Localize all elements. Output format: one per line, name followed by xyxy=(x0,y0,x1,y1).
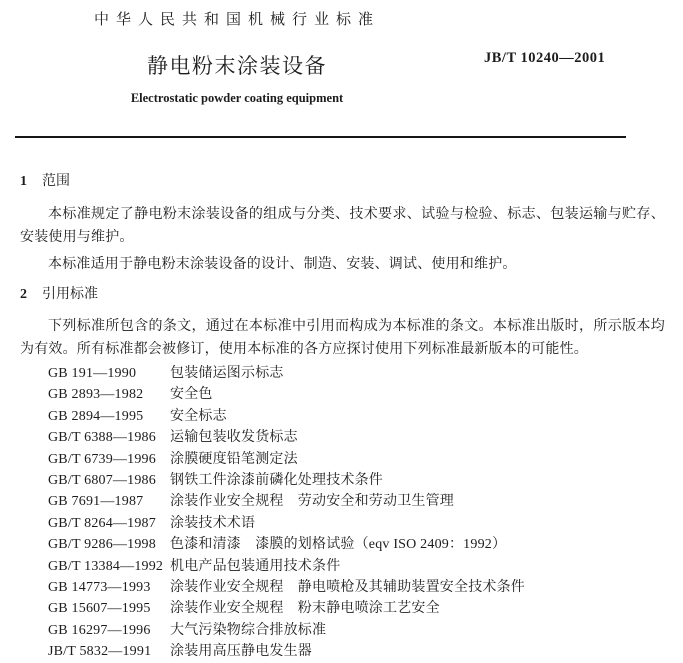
standard-title: 运输包装收发货标志 xyxy=(170,430,298,446)
standard-title: 涂装作业安全规程 粉末静电喷涂工艺安全 xyxy=(170,601,440,617)
referenced-standards-list xyxy=(48,363,665,663)
document-header xyxy=(0,0,683,148)
list-item xyxy=(48,427,665,448)
standard-title: 涂装用高压静电发生器 xyxy=(170,644,312,660)
standard-title: 安全标志 xyxy=(170,408,227,424)
list-item xyxy=(48,513,665,534)
standard-code: JB/T 5832—1991 xyxy=(48,644,152,660)
section-heading-references xyxy=(20,283,665,305)
document-title-cn: 静电粉末涂装设备 xyxy=(147,54,327,78)
standard-code: GB/T 6807—1986 xyxy=(48,473,156,489)
document-body xyxy=(0,170,683,663)
list-item xyxy=(48,620,665,641)
list-item xyxy=(48,363,665,384)
section-title: 引用标准 xyxy=(42,285,98,301)
list-item xyxy=(48,556,665,577)
standard-code: GB 15607—1995 xyxy=(48,601,151,617)
document-title-en: Electrostatic powder coating equipment xyxy=(130,91,344,105)
standard-code: GB 191—1990 xyxy=(48,366,137,381)
standard-title: 色漆和清漆 漆膜的划格试验（eqv ISO 2409：1992） xyxy=(170,537,507,553)
list-item xyxy=(48,406,665,427)
standard-code: GB 2894—1995 xyxy=(48,408,144,424)
standard-number: JB/T 10240—2001 xyxy=(484,50,606,66)
standard-title: 涂装作业安全规程 静电喷枪及其辅助装置安全技术条件 xyxy=(170,580,525,596)
standard-title: 包装储运图示标志 xyxy=(170,366,284,381)
list-item xyxy=(48,577,665,598)
list-item xyxy=(48,534,665,555)
list-item xyxy=(48,449,665,470)
standard-code: GB 14773—1993 xyxy=(48,580,151,596)
standard-code: GB/T 9286—1998 xyxy=(48,537,156,553)
standard-code: GB/T 8264—1987 xyxy=(48,515,156,531)
standard-code: GB 16297—1996 xyxy=(48,622,151,638)
list-item xyxy=(48,470,665,491)
standard-type-title: 中华人民共和国机械行业标准 xyxy=(93,12,380,28)
standard-title: 涂装作业安全规程 劳动安全和劳动卫生管理 xyxy=(170,494,454,510)
standard-title: 大气污染物综合排放标准 xyxy=(170,622,327,638)
header-divider xyxy=(15,136,626,138)
list-item xyxy=(48,384,665,405)
list-item xyxy=(48,641,665,662)
section-heading-scope xyxy=(20,170,665,192)
section-number: 2 xyxy=(20,287,27,302)
references-intro-paragraph: 下列标准所包含的条文，通过在本标准中引用而构成为本标准的条文。本标准出版时，所示版本均为有效。所有标准都会被修订，使用本标准的各方应探讨使用下列标准最新版本的可能性。 xyxy=(20,319,665,357)
section-number: 1 xyxy=(20,174,27,189)
standard-title: 机电产品包装通用技术条件 xyxy=(170,558,341,574)
standard-title: 钢铁工件涂漆前磷化处理技术条件 xyxy=(170,473,383,489)
scope-paragraph-1: 本标准规定了静电粉末涂装设备的组成与分类、技术要求、试验与检验、标志、包装运输与贮存、安装使用与维护。 xyxy=(20,207,665,245)
standard-code: GB 7691—1987 xyxy=(48,494,144,510)
scope-paragraph-2: 本标准适用于静电粉末涂装设备的设计、制造、安装、调试、使用和维护。 xyxy=(48,257,517,272)
list-item xyxy=(48,598,665,619)
standard-title: 涂膜硬度铅笔测定法 xyxy=(170,451,298,467)
section-title: 范围 xyxy=(42,172,70,188)
standard-code: GB 2893—1982 xyxy=(48,387,144,403)
standard-code: GB/T 13384—1992 xyxy=(48,558,164,574)
standard-title: 安全色 xyxy=(170,387,213,403)
standard-code: GB/T 6388—1986 xyxy=(48,430,156,446)
standard-code: GB/T 6739—1996 xyxy=(48,451,156,467)
list-item xyxy=(48,491,665,512)
standard-title: 涂装技术术语 xyxy=(170,515,256,531)
